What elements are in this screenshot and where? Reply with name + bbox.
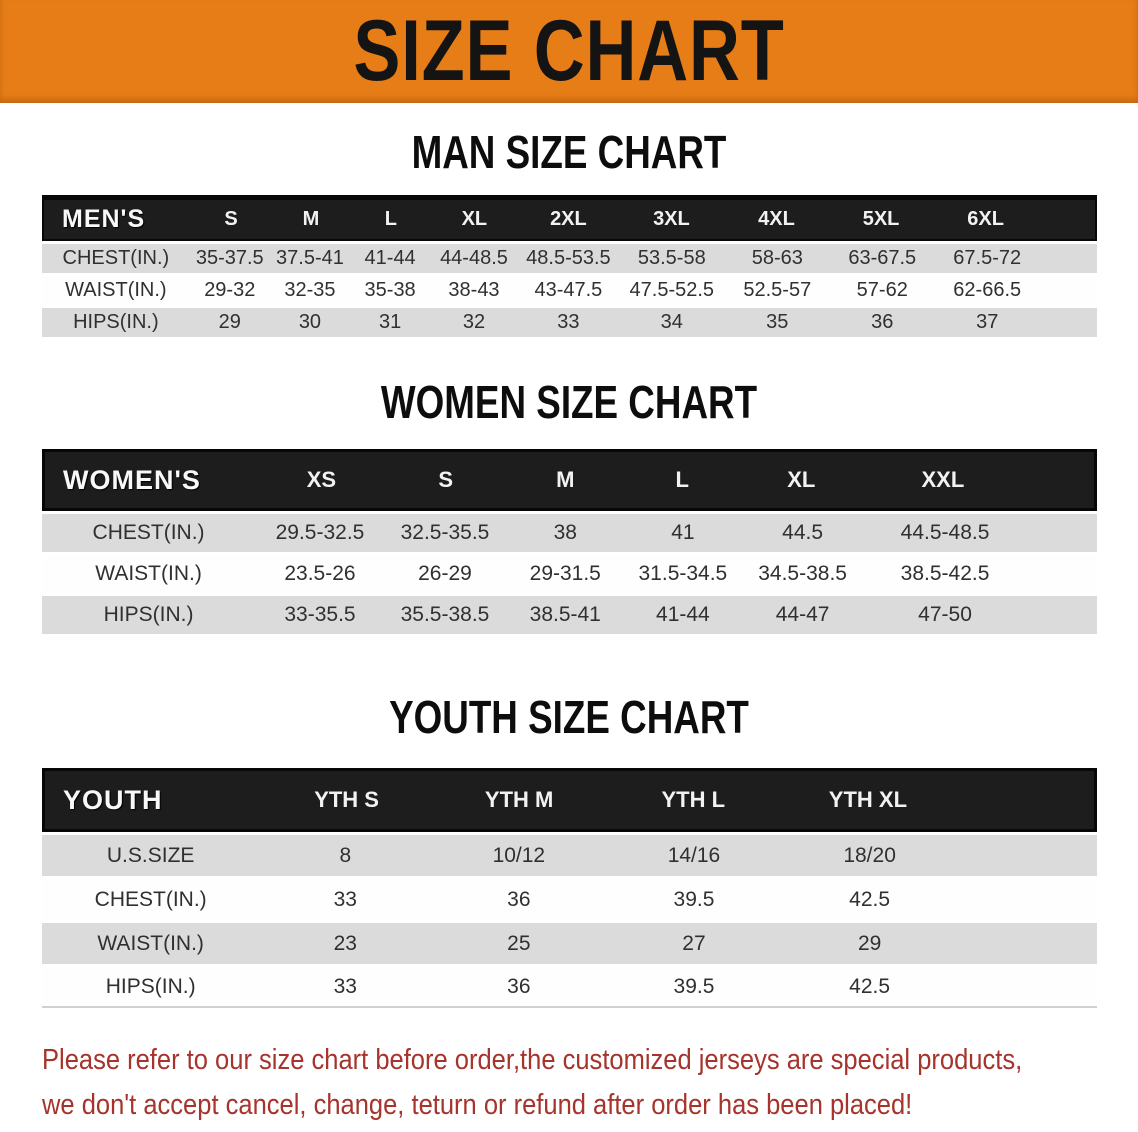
size-value-cell: 47-50 <box>918 603 972 626</box>
row-label: WAIST(IN.) <box>97 931 204 955</box>
row-label: WAIST(IN.) <box>95 562 202 585</box>
size-value-cell: 27 <box>682 931 706 955</box>
size-value-cell: 32 <box>462 311 486 333</box>
size-value-cell: 36 <box>507 887 531 911</box>
size-column-header: S <box>224 208 238 230</box>
size-value-cell: 32.5-35.5 <box>400 521 490 544</box>
size-value-cell: 44.5-48.5 <box>900 521 990 544</box>
size-column-header: M <box>302 208 320 230</box>
size-value-cell: 33 <box>333 974 357 998</box>
size-value-cell: 26-29 <box>418 562 472 585</box>
size-value-cell: 29-31.5 <box>529 562 601 585</box>
size-value-cell: 38-43 <box>448 279 500 301</box>
table-title: YOUTH <box>63 784 163 815</box>
youth-size-table <box>42 768 1097 1008</box>
size-chart-banner <box>0 0 1138 103</box>
size-column-header: 6XL <box>967 208 1004 230</box>
men-size-table <box>42 195 1097 337</box>
table-row <box>42 276 1097 305</box>
size-value-cell: 37.5-41 <box>276 247 344 269</box>
size-value-cell: 44.5 <box>782 521 824 544</box>
size-column-header: 4XL <box>758 208 795 230</box>
size-value-cell: 58-63 <box>751 247 803 269</box>
size-value-cell: 35 <box>766 311 789 333</box>
row-label: U.S.SIZE <box>106 843 195 867</box>
size-value-cell: 35.5-38.5 <box>400 603 490 626</box>
size-value-cell: 47.5-52.5 <box>629 279 715 301</box>
banner-title: SIZE CHART <box>353 3 785 99</box>
size-column-header: YTH M <box>484 787 554 812</box>
table-header-row <box>42 768 1097 832</box>
size-value-cell: 39.5 <box>673 974 715 998</box>
size-value-cell: 33 <box>557 311 580 333</box>
size-column-header: XL <box>461 208 488 230</box>
size-value-cell: 31 <box>378 311 402 333</box>
men-section-heading: MAN SIZE CHART <box>411 126 727 178</box>
size-value-cell: 29 <box>218 311 241 333</box>
row-label: HIPS(IN.) <box>105 974 196 998</box>
size-value-cell: 30 <box>298 311 322 333</box>
size-column-header: XXL <box>921 467 965 492</box>
disclaimer-line-1: Please refer to our size chart before order,the customized jerseys are special products, <box>42 1044 1023 1076</box>
size-value-cell: 38 <box>553 521 577 544</box>
table-row <box>42 923 1097 964</box>
table-title: MEN'S <box>62 205 146 233</box>
table-row <box>42 967 1097 1008</box>
size-value-cell: 53.5-58 <box>637 247 706 269</box>
size-value-cell: 38.5-42.5 <box>900 562 990 585</box>
size-column-header: M <box>556 467 575 492</box>
size-value-cell: 41-44 <box>656 603 710 626</box>
size-value-cell: 36 <box>507 974 531 998</box>
size-value-cell: 29.5-32.5 <box>275 521 365 544</box>
size-value-cell: 41-44 <box>364 247 416 269</box>
size-column-header: YTH L <box>661 787 726 812</box>
men-section <box>0 127 1138 337</box>
size-column-header: L <box>384 208 397 230</box>
size-column-header: 2XL <box>550 208 587 230</box>
women-section <box>0 377 1138 634</box>
size-column-header: XS <box>306 467 337 492</box>
youth-section-heading: YOUTH SIZE CHART <box>389 691 749 743</box>
size-value-cell: 34.5-38.5 <box>758 562 847 585</box>
table-row <box>42 596 1097 634</box>
size-value-cell: 44-48.5 <box>440 247 508 269</box>
row-label: HIPS(IN.) <box>73 311 159 333</box>
size-value-cell: 18/20 <box>843 843 896 867</box>
size-value-cell: 39.5 <box>673 887 715 911</box>
size-column-header: 5XL <box>862 208 900 230</box>
size-value-cell: 33-35.5 <box>284 603 356 626</box>
row-label: WAIST(IN.) <box>65 279 167 301</box>
size-value-cell: 34 <box>660 311 683 333</box>
size-value-cell: 41 <box>671 521 695 544</box>
size-value-cell: 8 <box>339 843 352 867</box>
size-value-cell: 48.5-53.5 <box>526 247 611 269</box>
women-size-table <box>42 449 1097 634</box>
row-label: CHEST(IN.) <box>62 247 170 269</box>
size-column-header: L <box>675 467 689 492</box>
table-row <box>42 308 1097 337</box>
size-value-cell: 63-67.5 <box>848 247 917 269</box>
size-value-cell: 35-38 <box>364 279 416 301</box>
size-value-cell: 23 <box>333 931 357 955</box>
row-label: CHEST(IN.) <box>94 887 207 911</box>
table-row <box>42 555 1097 593</box>
table-row <box>42 879 1097 920</box>
size-value-cell: 43-47.5 <box>534 279 603 301</box>
table-title: WOMEN'S <box>63 464 201 495</box>
size-value-cell: 35-37.5 <box>195 247 264 269</box>
size-value-cell: 38.5-41 <box>529 603 601 626</box>
size-value-cell: 14/16 <box>667 843 721 867</box>
size-value-cell: 67.5-72 <box>953 247 1022 269</box>
size-value-cell: 29-32 <box>204 279 256 301</box>
table-row <box>42 514 1097 552</box>
size-column-header: 3XL <box>653 208 690 230</box>
size-value-cell: 42.5 <box>849 887 891 911</box>
table-row <box>42 244 1097 273</box>
row-label: HIPS(IN.) <box>103 603 194 626</box>
table-header-row <box>42 449 1097 511</box>
row-label: CHEST(IN.) <box>92 521 205 544</box>
table-row <box>42 835 1097 876</box>
youth-section <box>0 692 1138 1008</box>
size-value-cell: 62-66.5 <box>953 279 1022 301</box>
size-value-cell: 42.5 <box>849 974 891 998</box>
size-value-cell: 23.5-26 <box>284 562 356 585</box>
disclaimer-line-2: we don't accept cancel, change, teturn or refund after order has been placed! <box>42 1089 913 1121</box>
size-value-cell: 10/12 <box>492 843 546 867</box>
size-column-header: YTH S <box>314 787 379 812</box>
disclaimer <box>42 1038 1138 1128</box>
size-value-cell: 25 <box>507 931 531 955</box>
size-value-cell: 44-47 <box>775 603 830 626</box>
size-value-cell: 33 <box>333 887 357 911</box>
size-column-header: YTH XL <box>828 787 908 812</box>
size-value-cell: 37 <box>976 311 999 333</box>
size-column-header: S <box>438 467 454 492</box>
size-value-cell: 36 <box>871 311 894 333</box>
size-value-cell: 29 <box>857 931 882 955</box>
size-value-cell: 57-62 <box>856 279 908 301</box>
size-value-cell: 32-35 <box>284 279 336 301</box>
size-value-cell: 52.5-57 <box>743 279 812 301</box>
table-header-row <box>42 195 1097 241</box>
size-column-header: XL <box>787 467 816 492</box>
size-value-cell: 31.5-34.5 <box>638 562 728 585</box>
women-section-heading: WOMEN SIZE CHART <box>380 376 758 428</box>
